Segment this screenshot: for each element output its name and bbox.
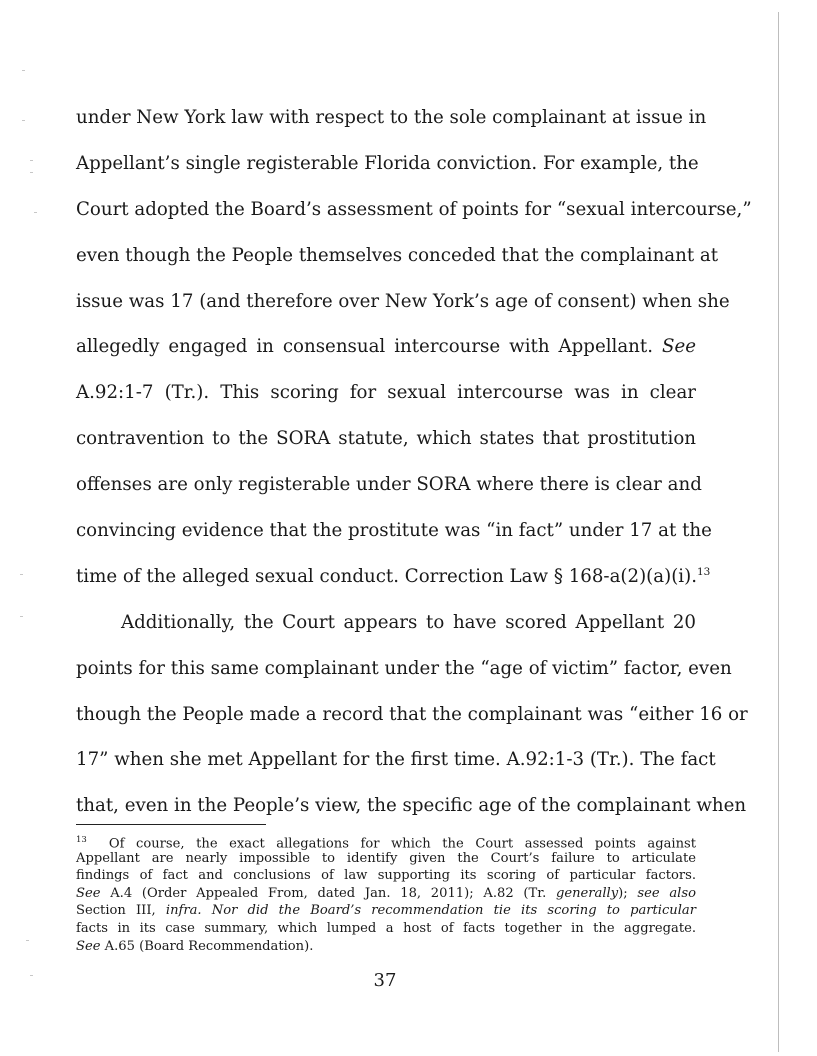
body-line: under New York law with respect to the sole complainant at issue in xyxy=(76,107,707,128)
footnote-text: Section III, xyxy=(76,903,156,919)
footnote-line xyxy=(76,902,696,920)
body-line: contravention to the SORA statute, which states that prostitution xyxy=(76,428,696,450)
footnote-text: Of course, the exact allegations for which the Court assessed points against xyxy=(108,836,696,852)
body-line: Appellant’s single registerable Florida conviction. For example, the xyxy=(76,152,699,174)
see-signal: See xyxy=(76,938,101,954)
see-signal: See xyxy=(661,336,696,358)
footnote-line: facts in its case summary, which lumped a host of facts together in the aggregate. xyxy=(76,920,696,936)
body-line-paragraph-end xyxy=(76,554,711,600)
scan-speck xyxy=(20,616,23,617)
footnote-reference[interactable]: 13 xyxy=(697,565,711,578)
scan-speck xyxy=(20,574,23,575)
footnote-line: Appellant are nearly impossible to identify given the Court’s failure to articulate xyxy=(76,850,696,866)
body-line: convincing evidence that the prostitute was “in fact” under 17 at the xyxy=(76,520,712,542)
footnote-line xyxy=(76,885,696,903)
scan-speck xyxy=(34,212,37,213)
footnote-line: findings of fact and conclusions of law supporting its scoring of particular factors. xyxy=(76,868,696,884)
scan-speck xyxy=(30,975,33,976)
body-line: 17” when she met Appellant for the first time. A.92:1-3 (Tr.). The fact xyxy=(76,749,716,771)
body-line-text: time of the alleged sexual conduct. Correction Law § 168-a(2)(a)(i). xyxy=(76,565,697,587)
body-text xyxy=(76,95,752,829)
body-line: that, even in the People’s view, the specific age of the complainant when xyxy=(76,795,747,817)
infra-signal: infra. Nor did the Board’s recommendation tie its scoring to particular xyxy=(165,903,696,919)
footnote-number: 13 xyxy=(76,835,87,845)
scan-speck xyxy=(30,160,33,161)
footnote-text: A.65 (Board Recommendation). xyxy=(104,938,314,954)
scan-edge-line xyxy=(778,12,779,1052)
body-line-with-signal xyxy=(76,324,696,370)
body-line: offenses are only registerable under SORA where there is clear and xyxy=(76,474,702,496)
generally-signal: generally xyxy=(555,885,619,901)
body-line: issue was 17 (and therefore over New York’s age of consent) when she xyxy=(76,290,730,312)
body-line-text: allegedly engaged in consensual intercourse with Appellant. xyxy=(76,336,653,358)
body-line: though the People made a record that the complainant was “either 16 or xyxy=(76,703,748,725)
footnote-line xyxy=(76,832,696,850)
footnote xyxy=(76,832,696,955)
scan-speck xyxy=(30,172,33,173)
footnote-text: A.4 (Order Appealed From, dated Jan. 18, 2011); A.82 (Tr. xyxy=(110,885,547,901)
footnote-divider xyxy=(76,824,266,825)
footnote-text: ); xyxy=(618,885,628,901)
body-line: Court adopted the Board’s assessment of points for “sexual intercourse,” xyxy=(76,198,752,220)
body-line: even though the People themselves conceded that the complainant at xyxy=(76,244,719,266)
footnote-line xyxy=(76,938,696,956)
page-number: 37 xyxy=(373,970,397,991)
body-line: points for this same complainant under the “age of victim” factor, even xyxy=(76,657,732,679)
see-also-signal: see also xyxy=(637,885,696,901)
see-signal: See xyxy=(76,885,101,901)
scan-speck xyxy=(22,120,25,121)
body-line: A.92:1-7 (Tr.). This scoring for sexual intercourse was in clear xyxy=(76,382,696,404)
scan-speck xyxy=(26,940,29,941)
body-line-paragraph-start: Additionally, the Court appears to have scored Appellant 20 xyxy=(121,611,696,633)
scan-speck xyxy=(22,70,25,71)
